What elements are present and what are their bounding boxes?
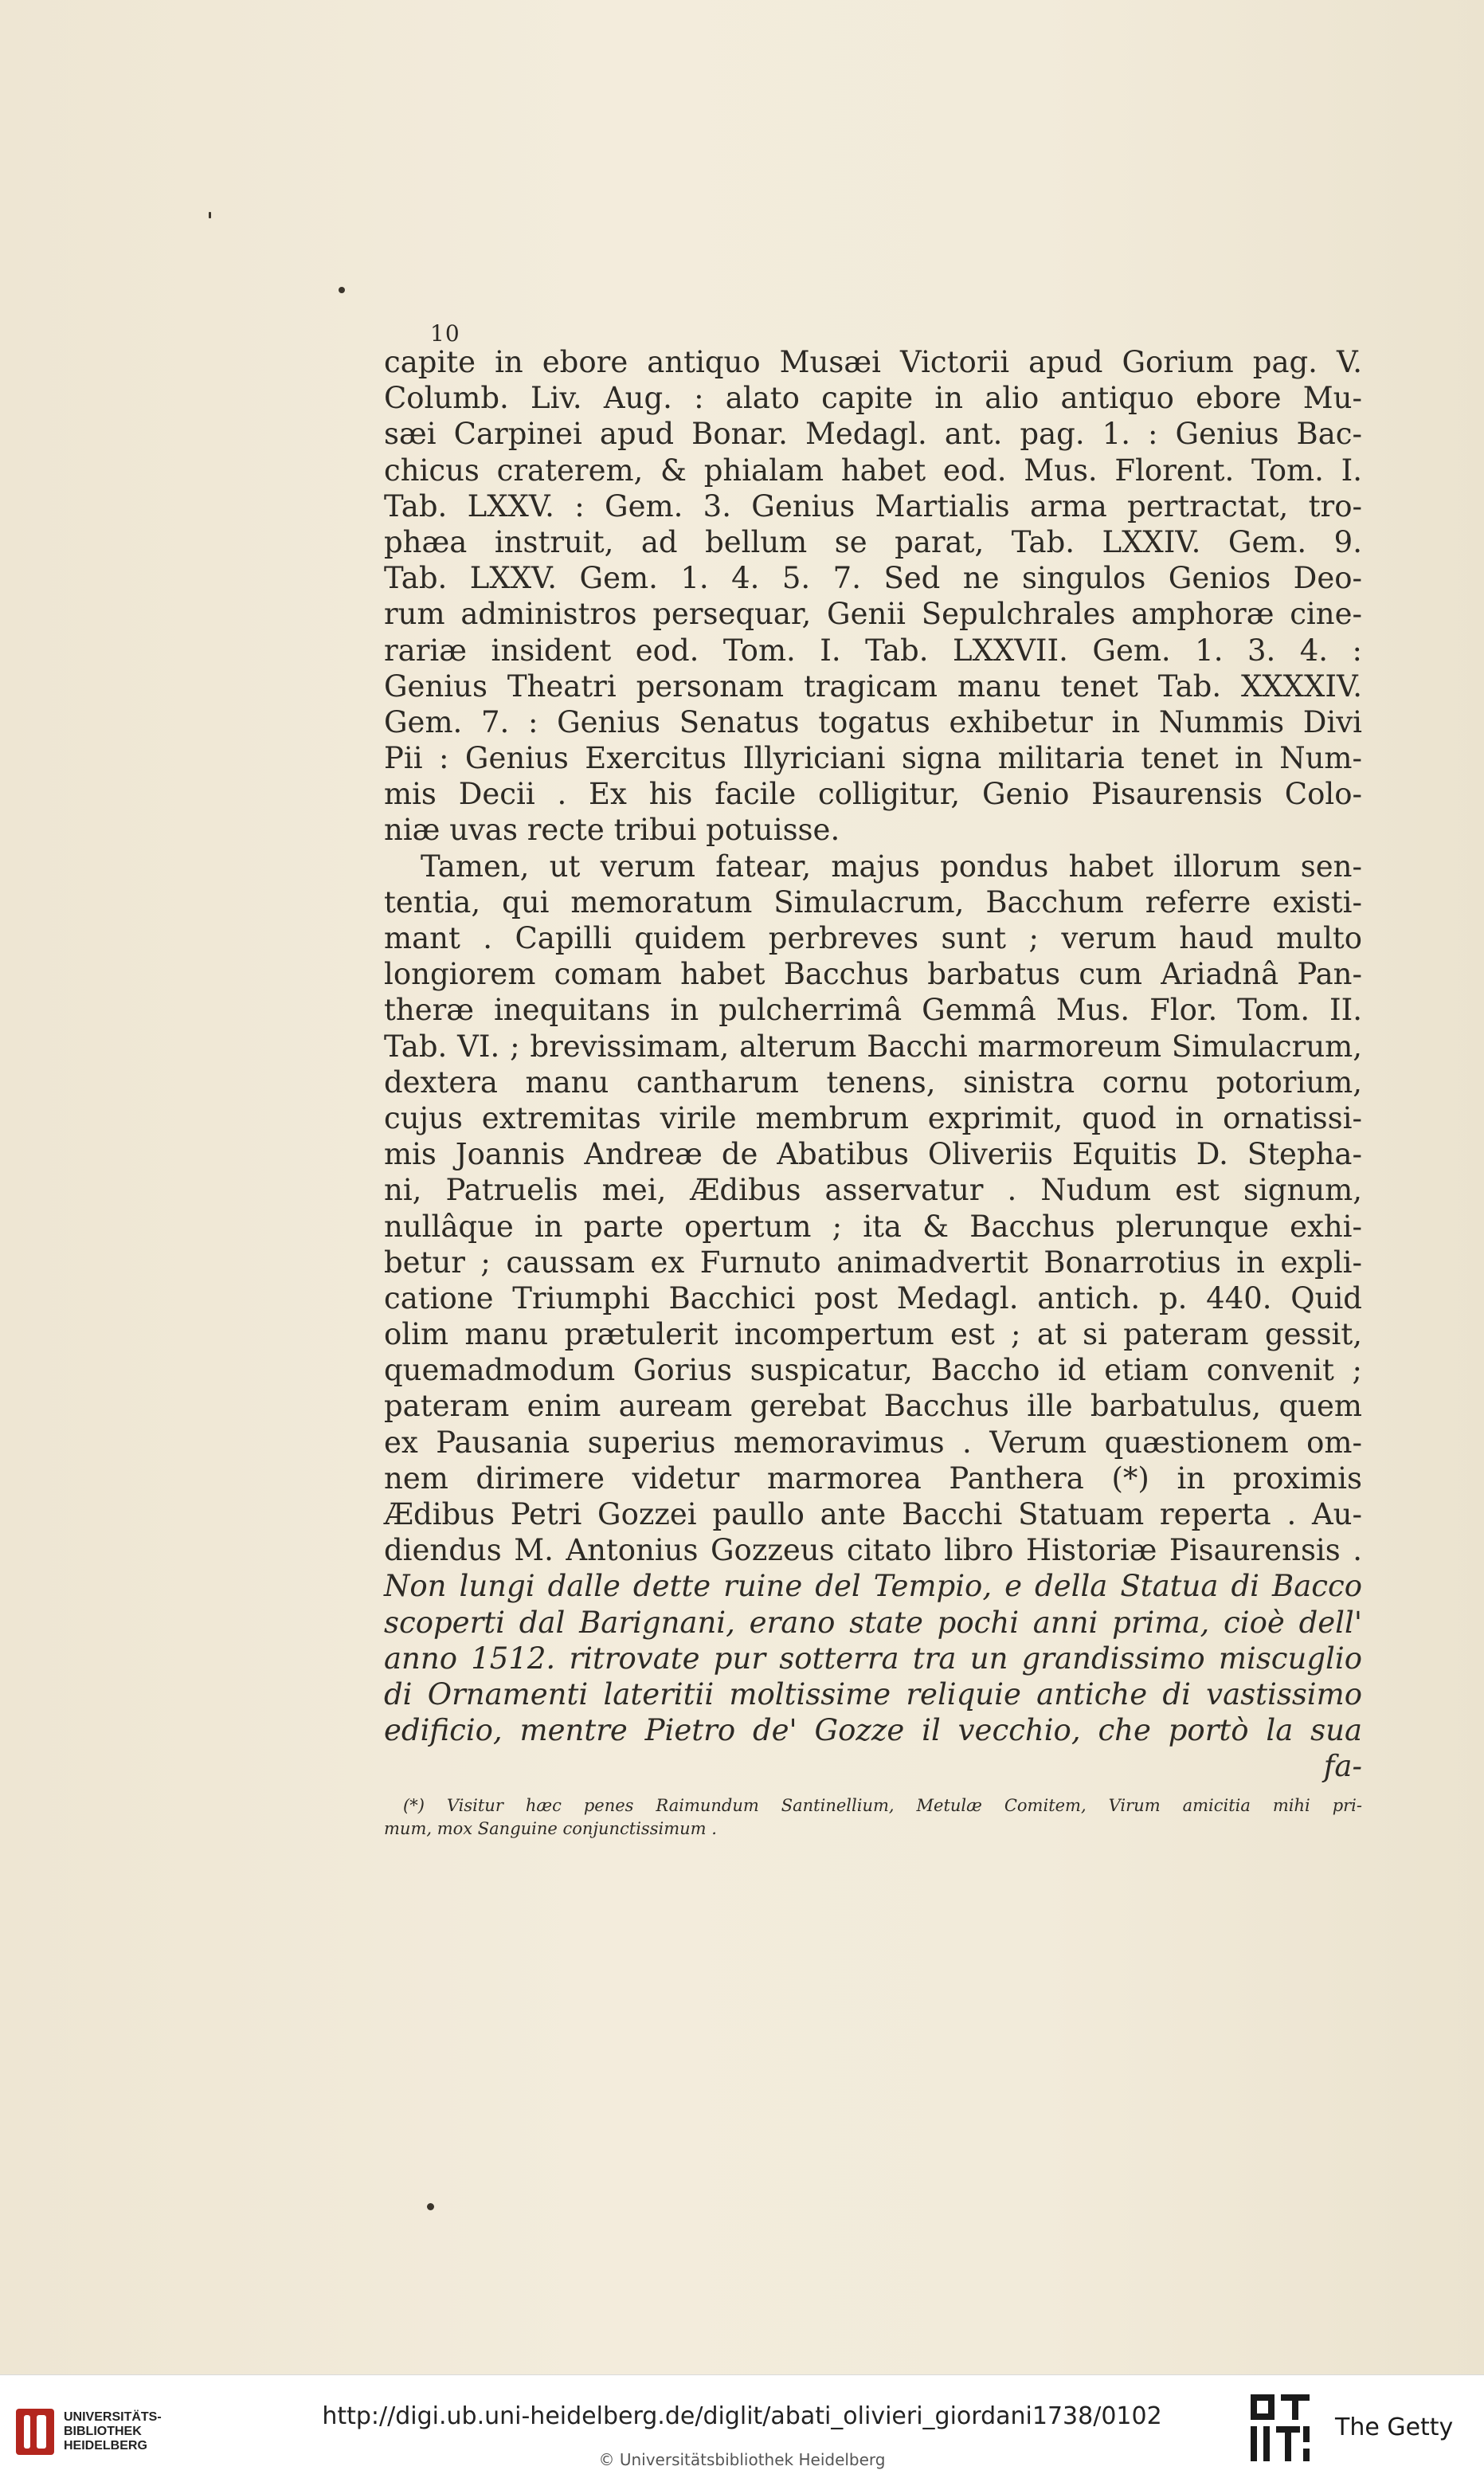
text-line: cujus extremitas virile membrum exprimit, quod in ornatissi- xyxy=(384,1100,1362,1135)
text-line: tentia, qui memoratum Simulacrum, Bacchum referre existi- xyxy=(384,884,1362,919)
text-line: dextera manu cantharum tenens, sinistra cornu potorium, xyxy=(384,1065,1362,1100)
page-number: 10 xyxy=(430,320,460,347)
permalink-url[interactable]: http://digi.ub.uni-heidelberg.de/diglit/abati_olivieri_giordani1738/0102 xyxy=(322,2402,1162,2430)
text-line: Pii : Genius Exercitus Illyriciani signa militaria tenet in Num- xyxy=(384,741,1362,776)
italic-quote-line: di Ornamenti lateritii moltissime reliquie antiche di vastissimo xyxy=(384,1676,1362,1712)
text-line: Tab. LXXV. Gem. 1. 4. 5. 7. Sed ne singulos Genios Deo- xyxy=(384,561,1362,596)
text-line: mis Decii . Ex his facile colligitur, Genio Pisaurensis Colo- xyxy=(384,777,1362,812)
getty-logo-icon[interactable] xyxy=(1249,2393,1313,2464)
body-text xyxy=(384,344,1362,1785)
viewer-footer xyxy=(0,2374,1484,2482)
text-line: Genius Theatri personam tragicam manu tenet Tab. XXXXIV. xyxy=(384,669,1362,704)
text-line: niæ uvas recte tribui potuisse. xyxy=(384,813,840,848)
text-line: Tamen, ut verum fatear, majus pondus habet illorum sen- xyxy=(421,849,1362,884)
text-line: diendus M. Antonius Gozzeus citato libro Historiæ Pisaurensis . xyxy=(384,1533,1362,1568)
text-line: ni, Patruelis mei, Ædibus asservatur . Nudum est signum, xyxy=(384,1173,1362,1208)
catchword: fa- xyxy=(1323,1749,1362,1784)
text-line: catione Triumphi Bacchici post Medagl. antich. p. 440. Quid xyxy=(384,1280,1362,1315)
text-line: Gem. 7. : Genius Senatus togatus exhibetur in Nummis Divi xyxy=(384,704,1362,739)
text-line: rariæ insident eod. Tom. I. Tab. LXXVII. Gem. 1. 3. 4. : xyxy=(384,633,1362,668)
text-line: betur ; caussam ex Furnuto animadvertit Bonarrotius in expli- xyxy=(384,1245,1362,1280)
copyright-notice: © Universitätsbibliothek Heidelberg xyxy=(598,2450,886,2469)
text-line: mant . Capilli quidem perbreves sunt ; verum haud multo xyxy=(384,921,1362,955)
text-line: Columb. Liv. Aug. : alato capite in alio antiquo ebore Mu- xyxy=(384,381,1362,416)
italic-quote-line: Non lungi dalle dette ruine del Tempio, e della Statua di Bacco xyxy=(384,1569,1362,1604)
text-line: longiorem comam habet Bacchus barbatus cum Ariadnâ Pan- xyxy=(384,957,1362,992)
italic-quote-line: anno 1512. ritrovate pur sotterra tra un grandissimo miscuglio xyxy=(384,1641,1362,1676)
text-line: capite in ebore antiquo Musæi Victorii apud Gorium pag. V. xyxy=(384,345,1362,379)
footnote-line: mum, mox Sanguine conjunctissimum . xyxy=(384,1819,717,1838)
getty-name: The Getty xyxy=(1335,2413,1454,2441)
text-line: pateram enim auream gerebat Bacchus ille barbatulus, quem xyxy=(384,1389,1362,1424)
paper-speck xyxy=(209,212,211,218)
text-line: rum administros persequar, Genii Sepulchrales amphoræ cine- xyxy=(384,597,1362,632)
italic-quote-line: scoperti dal Barignani, erano state pochi anni prima, cioè dell' xyxy=(384,1605,1362,1640)
footnote-line: (*) Visitur hæc penes Raimundum Santinellium, Metulæ Comitem, Virum amicitia mihi pri- xyxy=(403,1796,1362,1815)
heidelberg-logo-text: UNIVERSITÄTS- BIBLIOTHEK HEIDELBERG xyxy=(64,2410,162,2453)
text-line: nullâque in parte opertum ; ita & Bacchus plerunque exhi- xyxy=(384,1209,1362,1244)
text-line: Tab. LXXV. : Gem. 3. Genius Martialis arma pertractat, tro- xyxy=(384,488,1362,523)
paper-speck xyxy=(427,2203,434,2210)
text-line: Ædibus Petri Gozzei paullo ante Bacchi Statuam reperta . Au- xyxy=(384,1497,1362,1531)
text-line: Tab. VI. ; brevissimam, alterum Bacchi marmoreum Simulacrum, xyxy=(384,1029,1362,1064)
text-line: chicus craterem, & phialam habet eod. Mus. Florent. Tom. I. xyxy=(384,453,1362,488)
text-line: theræ inequitans in pulcherrimâ Gemmâ Mus. Flor. Tom. II. xyxy=(384,993,1362,1028)
text-line: sæi Carpinei apud Bonar. Medagl. ant. pag. 1. : Genius Bac- xyxy=(384,417,1362,452)
italic-quote-line: edificio, mentre Pietro de' Gozze il vecchio, che portò la sua xyxy=(384,1713,1362,1748)
text-line: phæa instruit, ad bellum se parat, Tab. LXXIV. Gem. 9. xyxy=(384,524,1362,559)
text-line: quemadmodum Gorius suspicatur, Baccho id etiam convenit ; xyxy=(384,1353,1362,1388)
footnote xyxy=(384,1794,1362,1841)
text-line: olim manu prætulerit incompertum est ; at si pateram gessit, xyxy=(384,1317,1362,1352)
text-line: ex Pausania superius memoravimus . Verum quæstionem om- xyxy=(384,1425,1362,1460)
text-line: nem dirimere videtur marmorea Panthera (*) in proximis xyxy=(384,1461,1362,1496)
paper-speck xyxy=(339,287,345,293)
text-line: mis Joannis Andreæ de Abatibus Oliveriis Equitis D. Stepha- xyxy=(384,1137,1362,1172)
